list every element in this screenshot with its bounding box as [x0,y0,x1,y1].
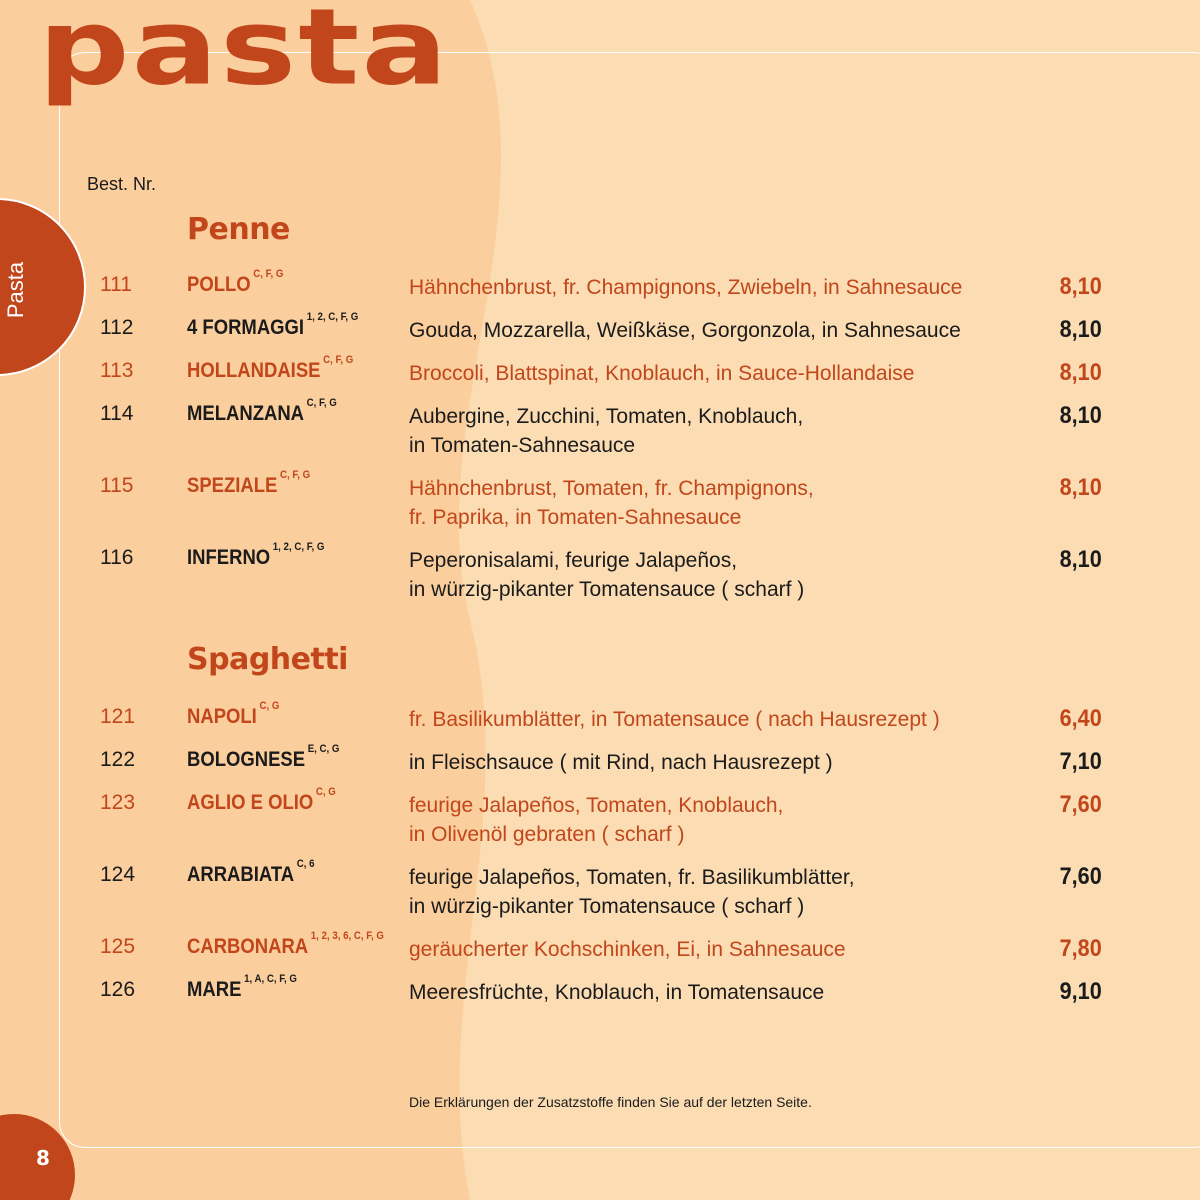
item-number: 114 [100,402,134,425]
item-price: 8,10 [1059,273,1102,300]
item-price: 9,10 [1059,978,1102,1005]
item-number: 112 [100,316,134,339]
item-price: 7,80 [1059,935,1102,962]
item-number: 124 [100,863,136,886]
additive-codes: 1, 2, C, F, G [306,311,359,323]
item-name: SPEZIALE $^{C, F, G}$ [187,469,311,497]
additive-codes: C, F, G [306,397,337,409]
item-description: Aubergine, Zucchini, Tomaten, Knoblauch, in Tomaten-Sahnesauce [409,405,804,457]
item-description: in Fleischsauce ( mit Rind, nach Hausrezept ) [409,751,833,774]
item-price: 6,40 [1059,705,1102,732]
item-price: 7,60 [1059,791,1102,818]
item-price: 8,10 [1059,402,1102,429]
item-name: MELANZANA $^{C, F, G}$ [187,397,337,425]
additive-codes: C, G [315,786,336,798]
item-price: 8,10 [1059,359,1102,386]
item-number: 113 [100,359,134,382]
item-description: Peperonisalami, feurige Jalapeños, in würzig-pikanter Tomatensauce ( scharf ) [409,549,805,601]
column-header-order-number: Best. Nr. [87,174,157,194]
item-name: HOLLANDAISE $^{C, F, G}$ [187,354,354,382]
item-price: 7,10 [1059,748,1102,775]
item-number: 126 [100,978,136,1001]
item-number: 111 [100,273,132,296]
item-number: 123 [100,791,136,814]
item-description: Broccoli, Blattspinat, Knoblauch, in Sauce-Hollandaise [409,362,915,385]
item-number: 121 [100,705,136,728]
item-number: 122 [100,748,136,771]
item-description: Meeresfrüchte, Knoblauch, in Tomatensauce [409,981,825,1004]
item-name: AGLIO E OLIO $^{C, G}$ [187,786,336,814]
item-description: Hähnchenbrust, Tomaten, fr. Champignons, fr. Paprika, in Tomaten-Sahnesauce [409,477,814,529]
additive-codes: C, F, G [323,354,354,366]
item-number: 116 [100,546,134,569]
additive-codes: C, G [259,700,280,712]
item-name: NAPOLI $^{C, G}$ [187,700,280,728]
section-heading-spaghetti: Spaghetti [187,642,348,677]
item-number: 115 [100,474,134,497]
item-description: Hähnchenbrust, fr. Champignons, Zwiebeln, in Sahnesauce [409,276,963,299]
additive-codes: E, C, G [307,743,340,755]
item-price: 7,60 [1059,863,1102,890]
item-description: geräucherter Kochschinken, Ei, in Sahnesauce [409,938,846,961]
page-title: pasta [38,0,450,110]
item-name: MARE $^{1, A, C, F, G}$ [187,973,297,1001]
item-description: feurige Jalapeños, Tomaten, fr. Basilikumblätter, in würzig-pikanter Tomatensauce ( scharf ) [409,866,855,918]
additive-codes: C, 6 [296,858,315,870]
item-description: Gouda, Mozzarella, Weißkäse, Gorgonzola, in Sahnesauce [409,319,961,342]
side-tab-label: Pasta [3,261,28,319]
additive-codes: 1, 2, 3, 6, C, F, G [310,930,384,942]
item-price: 8,10 [1059,316,1102,343]
item-name: 4 FORMAGGI $^{1, 2, C, F, G}$ [187,311,359,339]
item-number: 125 [100,935,136,958]
item-name: BOLOGNESE $^{E, C, G}$ [187,743,340,771]
item-description: feurige Jalapeños, Tomaten, Knoblauch, in Olivenöl gebraten ( scharf ) [409,794,784,846]
item-price: 8,10 [1059,474,1102,501]
additive-codes: C, F, G [253,268,284,280]
additive-codes: C, F, G [280,469,311,481]
item-name: INFERNO $^{1, 2, C, F, G}$ [187,541,325,569]
item-name: CARBONARA $^{1, 2, 3, 6, C, F, G}$ [187,930,384,958]
page-number: 8 [36,1146,50,1170]
item-name: POLLO $^{C, F, G}$ [187,268,284,296]
footnote: Die Erklärungen der Zusatzstoffe finden Sie auf der letzten Seite. [409,1094,812,1110]
additive-codes: 1, 2, C, F, G [272,541,325,553]
item-price: 8,10 [1059,546,1102,573]
item-name: ARRABIATA $^{C, 6}$ [187,858,315,886]
additive-codes: 1, A, C, F, G [244,973,297,985]
section-heading-penne: Penne [187,212,290,247]
item-description: fr. Basilikumblätter, in Tomatensauce ( nach Hausrezept ) [409,708,940,731]
